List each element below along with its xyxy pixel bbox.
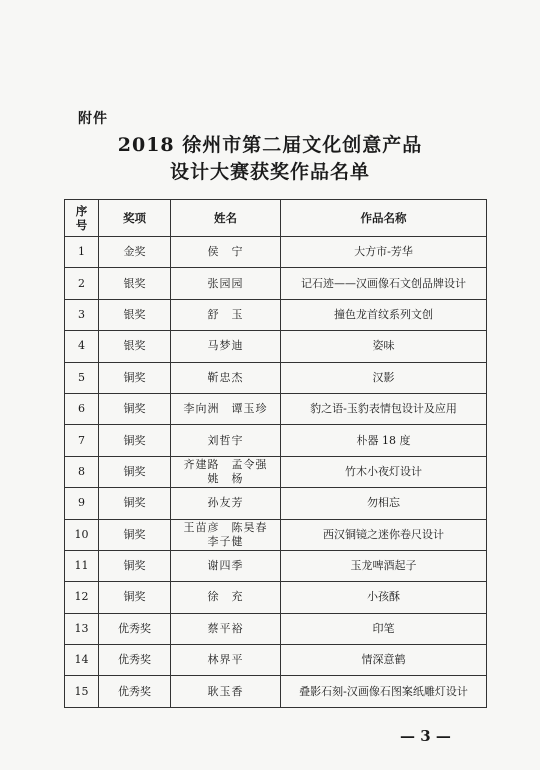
document-title-line1: 2018 徐州市第二届文化创意产品: [117, 134, 423, 156]
seq-cell: 8: [65, 456, 99, 487]
work-cell: 西汉铜镜之迷你卷尺设计: [281, 519, 487, 550]
name-cell: 张园园: [171, 268, 281, 299]
table-row: [65, 362, 487, 393]
name-cell: 侯 宁: [171, 237, 281, 268]
work-cell: 小孩酥: [281, 582, 487, 613]
award-list-table: [64, 199, 487, 708]
name-cell: 舒 玉: [171, 299, 281, 330]
table-row: [65, 613, 487, 644]
seq-cell: 4: [65, 331, 99, 362]
header-seq-line1: 序: [75, 204, 88, 218]
table-row: [65, 237, 487, 268]
table-row: [65, 456, 487, 487]
award-cell: 铜奖: [99, 488, 171, 519]
award-cell: 铜奖: [99, 362, 171, 393]
table-row: [65, 488, 487, 519]
name-cell: 孙友芳: [171, 488, 281, 519]
award-cell: 优秀奖: [99, 645, 171, 676]
award-cell: 铜奖: [99, 550, 171, 581]
work-cell: 撞色龙首纹系列文创: [281, 299, 487, 330]
table-row: [65, 645, 487, 676]
seq-cell: 10: [65, 519, 99, 550]
seq-cell: 5: [65, 362, 99, 393]
table-row: [65, 268, 487, 299]
table-header-row: [65, 200, 487, 237]
page-number: — 3 —: [400, 727, 451, 745]
document-title-line2: 设计大赛获奖作品名单: [169, 161, 370, 183]
seq-cell: 12: [65, 582, 99, 613]
award-cell: 银奖: [99, 268, 171, 299]
header-seq: [65, 200, 99, 237]
work-cell: 汉影: [281, 362, 487, 393]
work-cell: 豹之语-玉豹表情包设计及应用: [281, 393, 487, 424]
seq-cell: 1: [65, 237, 99, 268]
work-cell: 叠影石刻-汉画像石图案纸雕灯设计: [281, 676, 487, 707]
name-cell: 谢四季: [171, 550, 281, 581]
award-cell: 铜奖: [99, 519, 171, 550]
table-row: [65, 299, 487, 330]
table-row: [65, 425, 487, 456]
seq-cell: 11: [65, 550, 99, 581]
award-cell: 银奖: [99, 331, 171, 362]
name-cell: 蔡平裕: [171, 613, 281, 644]
seq-cell: 14: [65, 645, 99, 676]
table-row: [65, 393, 487, 424]
award-cell: 铜奖: [99, 393, 171, 424]
work-cell: 竹木小夜灯设计: [281, 456, 487, 487]
seq-cell: 6: [65, 393, 99, 424]
work-cell: 姿味: [281, 331, 487, 362]
table-row: [65, 550, 487, 581]
seq-cell: 2: [65, 268, 99, 299]
seq-cell: 3: [65, 299, 99, 330]
header-work: 作品名称: [281, 200, 487, 237]
work-cell: 朴器 18 度: [281, 425, 487, 456]
name-cell: 王苗彦 陈昊春 李子健: [171, 519, 281, 550]
seq-cell: 15: [65, 676, 99, 707]
name-cell: 李向洲 谭玉珍: [171, 393, 281, 424]
attachment-label: 附件: [78, 111, 108, 127]
work-cell: 情深意鹤: [281, 645, 487, 676]
seq-cell: 7: [65, 425, 99, 456]
name-cell: 耿玉香: [171, 676, 281, 707]
award-cell: 铜奖: [99, 425, 171, 456]
award-cell: 铜奖: [99, 456, 171, 487]
header-award: 奖项: [99, 200, 171, 237]
name-cell: 靳忠杰: [171, 362, 281, 393]
award-cell: 金奖: [99, 237, 171, 268]
name-cell: 林界平: [171, 645, 281, 676]
seq-cell: 9: [65, 488, 99, 519]
header-seq-line2: 号: [75, 218, 88, 232]
seq-cell: 13: [65, 613, 99, 644]
award-cell: 铜奖: [99, 582, 171, 613]
work-cell: 玉龙啤酒起子: [281, 550, 487, 581]
work-cell: 印笔: [281, 613, 487, 644]
award-cell: 优秀奖: [99, 676, 171, 707]
award-cell: 优秀奖: [99, 613, 171, 644]
name-cell: 徐 充: [171, 582, 281, 613]
award-cell: 银奖: [99, 299, 171, 330]
table-row: [65, 519, 487, 550]
name-cell: 马梦迪: [171, 331, 281, 362]
table-row: [65, 676, 487, 707]
work-cell: 勿相忘: [281, 488, 487, 519]
header-name: 姓名: [171, 200, 281, 237]
table-row: [65, 582, 487, 613]
work-cell: 记石迹——汉画像石文创品牌设计: [281, 268, 487, 299]
name-cell: 刘哲宇: [171, 425, 281, 456]
table-row: [65, 331, 487, 362]
name-cell: 齐建路 孟令强 姚 杨: [171, 456, 281, 487]
work-cell: 大方市-芳华: [281, 237, 487, 268]
